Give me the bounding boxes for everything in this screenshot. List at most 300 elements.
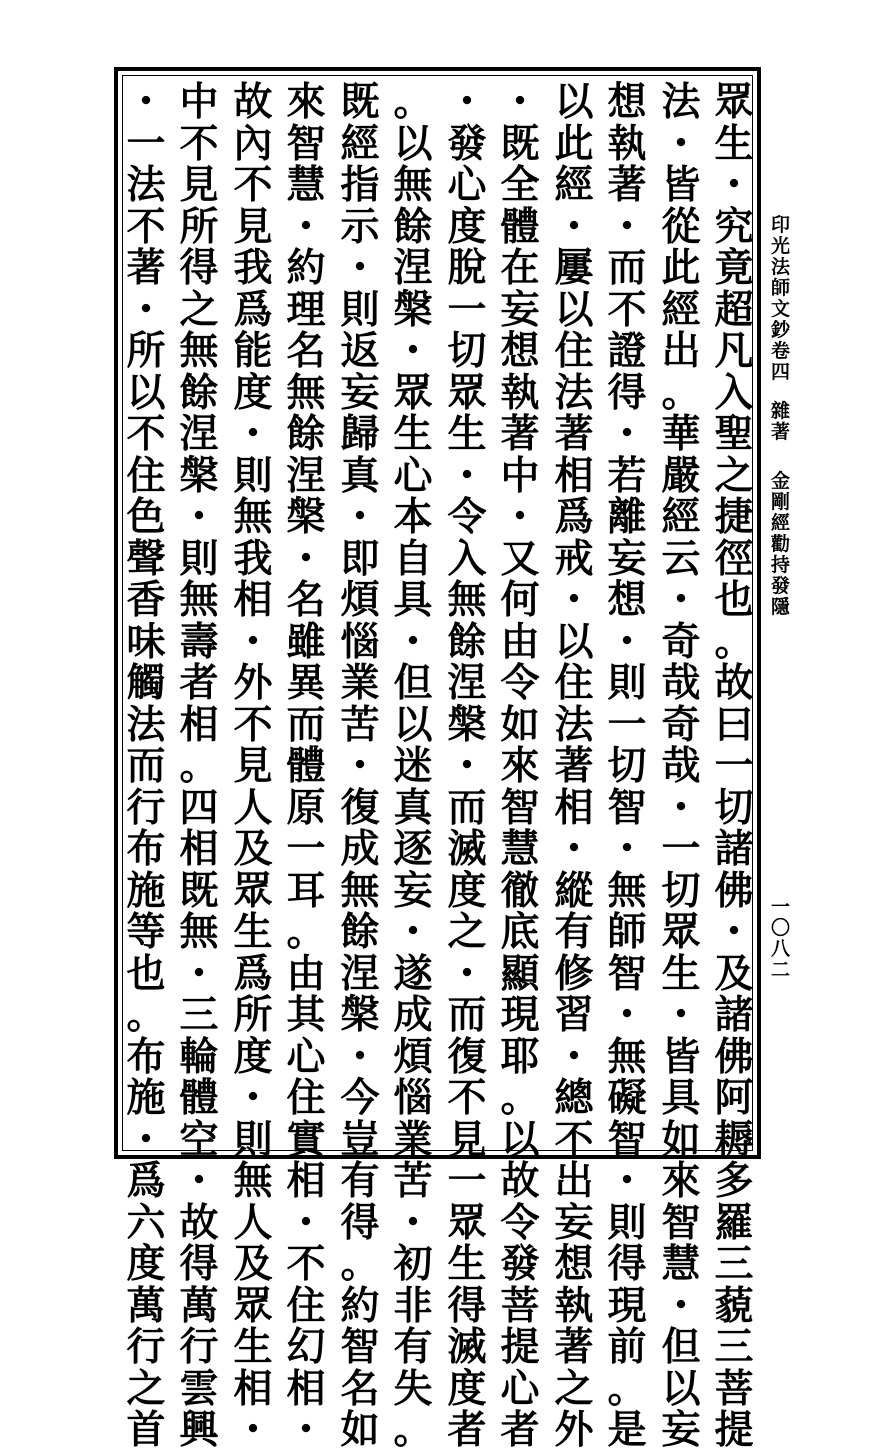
glyph: ・	[500, 494, 540, 540]
glyph: 竟	[714, 245, 754, 291]
glyph: 著	[554, 1324, 594, 1370]
glyph: 智	[607, 950, 647, 997]
glyph: 生	[447, 1241, 487, 1287]
glyph: 提	[500, 1324, 540, 1370]
glyph: ・	[393, 618, 433, 665]
glyph: 度	[447, 203, 487, 250]
glyph: 佛	[714, 1033, 754, 1080]
glyph: ・	[233, 1075, 273, 1121]
glyph: 布	[126, 826, 166, 872]
glyph: 得	[179, 245, 219, 291]
glyph: 著	[554, 743, 594, 789]
glyph: 者	[179, 660, 219, 706]
glyph: 妄	[340, 369, 380, 416]
glyph: 以	[393, 701, 433, 748]
glyph: 徹	[500, 867, 540, 914]
text-column	[280, 79, 332, 1453]
glyph: 經	[340, 120, 380, 167]
glyph: ・	[393, 328, 433, 374]
glyph: 一	[607, 701, 647, 748]
glyph: 煩	[393, 1033, 433, 1080]
glyph: 則	[233, 1116, 273, 1163]
glyph: 由	[286, 950, 326, 997]
glyph: 而	[447, 784, 487, 831]
glyph: 一	[447, 286, 487, 333]
glyph: 實	[286, 1116, 326, 1163]
glyph: ・	[607, 826, 647, 872]
glyph: 經	[661, 286, 701, 333]
glyph: 四	[179, 784, 219, 831]
text-column	[601, 79, 653, 1453]
glyph: 相	[554, 452, 594, 499]
glyph: 住	[286, 1282, 326, 1329]
glyph: 體	[500, 203, 540, 250]
text-column	[173, 79, 225, 1453]
glyph: 如	[340, 1407, 380, 1453]
glyph: 八	[771, 938, 791, 960]
glyph: 經	[661, 494, 701, 540]
glyph: 指	[340, 162, 380, 208]
glyph: 既	[179, 867, 219, 914]
glyph: 智	[661, 1199, 701, 1246]
glyph: 遂	[393, 950, 433, 997]
glyph: 。	[393, 79, 433, 125]
glyph: 有	[554, 909, 594, 955]
glyph: 三	[714, 1324, 754, 1370]
glyph: 發	[771, 575, 791, 597]
glyph: 雖	[286, 618, 326, 665]
glyph: 度	[233, 369, 273, 416]
glyph: ・	[340, 494, 380, 540]
glyph: 礙	[607, 1075, 647, 1121]
glyph: 真	[340, 452, 380, 499]
glyph: 而	[286, 701, 326, 748]
glyph: 令	[500, 660, 540, 706]
glyph: 著	[771, 421, 791, 443]
glyph: 觸	[126, 660, 166, 706]
glyph: 見	[233, 743, 273, 789]
glyph: 妄	[554, 1199, 594, 1246]
glyph: 眾	[714, 79, 754, 125]
glyph: 我	[233, 245, 273, 291]
glyph: 原	[286, 784, 326, 831]
glyph: 理	[286, 286, 326, 333]
glyph: 味	[126, 618, 166, 665]
glyph: 相	[233, 1365, 273, 1412]
glyph: ・	[607, 618, 647, 665]
glyph: 無	[179, 909, 219, 955]
glyph: 外	[554, 1407, 594, 1453]
glyph: 入	[447, 535, 487, 582]
glyph: 生	[393, 411, 433, 457]
glyph: 及	[233, 1241, 273, 1287]
glyph: 成	[340, 826, 380, 872]
glyph: 如	[500, 701, 540, 748]
glyph: 華	[661, 411, 701, 457]
glyph: 著	[500, 411, 540, 457]
glyph: 行	[126, 1324, 166, 1370]
glyph: ・	[607, 1158, 647, 1204]
glyph: 妄	[393, 867, 433, 914]
glyph: 名	[340, 1365, 380, 1412]
glyph: 眾	[661, 909, 701, 955]
glyph: 以	[554, 618, 594, 665]
glyph: 則	[179, 535, 219, 582]
glyph: 勸	[771, 533, 791, 555]
glyph: 無	[233, 494, 273, 540]
glyph: 是	[607, 1407, 647, 1453]
glyph: 不	[286, 1241, 326, 1287]
glyph: 諸	[714, 826, 754, 872]
glyph: 人	[233, 1199, 273, 1246]
running-header	[771, 215, 790, 618]
glyph: 三	[179, 992, 219, 1038]
glyph: 槃	[447, 701, 487, 748]
glyph: 不	[607, 286, 647, 333]
glyph: 耨	[714, 1116, 754, 1163]
glyph: 生	[233, 1324, 273, 1370]
glyph: 證	[607, 328, 647, 374]
glyph: 之	[126, 1365, 166, 1412]
text-column	[655, 79, 707, 1453]
glyph: 體	[286, 743, 326, 789]
glyph: 爲	[233, 286, 273, 333]
glyph: ・	[286, 535, 326, 582]
glyph: 曰	[714, 701, 754, 748]
glyph: 復	[447, 1033, 487, 1080]
glyph: 布	[126, 1033, 166, 1080]
glyph: 人	[233, 784, 273, 831]
glyph: 〇	[771, 917, 791, 939]
glyph: 印	[771, 214, 791, 236]
glyph: 奇	[661, 618, 701, 665]
glyph: 徑	[714, 535, 754, 582]
glyph: 而	[447, 992, 487, 1038]
glyph: 此	[661, 245, 701, 291]
text-column	[387, 79, 439, 1453]
glyph: 哉	[661, 743, 701, 789]
glyph: 既	[500, 120, 540, 167]
glyph: 逐	[393, 826, 433, 872]
glyph: 住	[554, 328, 594, 374]
glyph: 現	[500, 992, 540, 1038]
glyph: 。	[661, 369, 701, 416]
glyph: 真	[393, 784, 433, 831]
glyph: 以	[554, 286, 594, 333]
glyph: 既	[340, 79, 380, 125]
glyph: 菩	[500, 1282, 540, 1329]
glyph: 返	[340, 328, 380, 374]
glyph: 之	[447, 909, 487, 955]
glyph: 執	[500, 369, 540, 416]
glyph: 眾	[447, 1199, 487, 1246]
glyph: 生	[714, 120, 754, 167]
glyph: 嚴	[661, 452, 701, 499]
glyph: 雜	[771, 400, 791, 422]
glyph: 來	[286, 79, 326, 125]
text-column	[441, 79, 493, 1453]
glyph: 師	[607, 909, 647, 955]
glyph: 來	[661, 1158, 701, 1204]
glyph: 爲	[554, 494, 594, 540]
glyph: 。	[126, 992, 166, 1038]
glyph: ・	[340, 1033, 380, 1080]
glyph: 不	[126, 203, 166, 250]
glyph: 雲	[179, 1365, 219, 1412]
glyph: 餘	[393, 203, 433, 250]
glyph: ・	[126, 286, 166, 333]
glyph: 餘	[447, 618, 487, 665]
glyph: 皆	[661, 1033, 701, 1080]
glyph: 涅	[393, 245, 433, 291]
glyph: 智	[607, 784, 647, 831]
glyph: 離	[607, 494, 647, 540]
glyph: 此	[554, 120, 594, 167]
glyph: 現	[607, 1282, 647, 1329]
glyph: 餘	[286, 411, 326, 457]
glyph: 有	[340, 1158, 380, 1204]
glyph: 滅	[447, 1324, 487, 1370]
glyph: 滅	[447, 826, 487, 872]
glyph: 心	[286, 1033, 326, 1080]
glyph: 自	[393, 535, 433, 582]
glyph: 發	[500, 1241, 540, 1287]
glyph: 出	[661, 328, 701, 374]
glyph: 慧	[661, 1241, 701, 1287]
glyph: ・	[554, 1033, 594, 1080]
glyph: 度	[126, 1241, 166, 1287]
glyph: 度	[447, 867, 487, 914]
glyph: 戒	[554, 535, 594, 582]
glyph: 。	[500, 1075, 540, 1121]
glyph: 我	[233, 535, 273, 582]
glyph: 得	[607, 369, 647, 416]
glyph: 卷	[771, 340, 791, 362]
glyph: 則	[340, 286, 380, 333]
glyph: 故	[714, 660, 754, 706]
glyph: 切	[447, 328, 487, 374]
glyph: 則	[607, 660, 647, 706]
glyph: 槃	[286, 494, 326, 540]
glyph: 全	[500, 162, 540, 208]
glyph: 發	[447, 120, 487, 167]
glyph: 令	[447, 494, 487, 540]
glyph: 相	[554, 784, 594, 831]
glyph: 藐	[714, 1282, 754, 1329]
glyph: 涅	[447, 660, 487, 706]
glyph: 光	[771, 235, 791, 257]
glyph: 想	[500, 328, 540, 374]
glyph: 眾	[393, 369, 433, 416]
glyph: 脫	[447, 245, 487, 291]
glyph: ・	[340, 245, 380, 291]
glyph: 但	[393, 660, 433, 706]
text-column	[494, 79, 546, 1453]
glyph: 無	[233, 1158, 273, 1204]
glyph: 無	[286, 369, 326, 416]
glyph: 復	[340, 784, 380, 831]
glyph: 執	[607, 120, 647, 167]
glyph: 哉	[661, 660, 701, 706]
glyph: 者	[500, 1407, 540, 1453]
glyph: 聲	[126, 535, 166, 582]
glyph: 度	[447, 1365, 487, 1412]
glyph: 經	[554, 162, 594, 208]
glyph: 智	[340, 1324, 380, 1370]
glyph: 所	[179, 203, 219, 250]
glyph: 及	[233, 826, 273, 872]
glyph: ・	[340, 743, 380, 789]
glyph: 如	[661, 1116, 701, 1163]
glyph: 超	[714, 286, 754, 333]
glyph: 從	[661, 203, 701, 250]
glyph: 慧	[286, 162, 326, 208]
glyph: 文	[771, 298, 791, 320]
glyph: ・	[179, 950, 219, 997]
glyph: 顯	[500, 950, 540, 997]
glyph: 六	[126, 1199, 166, 1246]
glyph: 涅	[286, 452, 326, 499]
glyph: 執	[554, 1282, 594, 1329]
glyph: 幻	[286, 1324, 326, 1370]
section-name	[771, 401, 790, 443]
glyph: 鈔	[771, 319, 791, 341]
glyph: 槃	[340, 992, 380, 1038]
glyph: ・	[661, 577, 701, 623]
glyph: 。	[179, 743, 219, 789]
glyph: 度	[233, 1033, 273, 1080]
glyph: 內	[233, 120, 273, 167]
glyph: ・	[554, 577, 594, 623]
glyph: 。	[286, 909, 326, 955]
glyph: 。	[607, 1365, 647, 1412]
glyph: 奇	[661, 701, 701, 748]
glyph: 習	[554, 992, 594, 1038]
text-column	[708, 79, 760, 1453]
glyph: 迷	[393, 743, 433, 789]
glyph: 究	[714, 203, 754, 250]
glyph: 名	[286, 328, 326, 374]
text-column	[120, 79, 172, 1453]
glyph: 在	[500, 245, 540, 291]
glyph: 初	[393, 1241, 433, 1287]
glyph: ・	[233, 411, 273, 457]
glyph: 多	[714, 1158, 754, 1204]
glyph: 故	[179, 1199, 219, 1246]
glyph: 相	[179, 826, 219, 872]
glyph: 佛	[714, 867, 754, 914]
glyph: 之	[179, 286, 219, 333]
glyph: 凡	[714, 328, 754, 374]
glyph: 無	[179, 577, 219, 623]
glyph: 經	[771, 512, 791, 534]
glyph: 涅	[179, 411, 219, 457]
glyph: 爲	[233, 950, 273, 997]
glyph: 故	[233, 79, 273, 125]
glyph: 所	[233, 992, 273, 1038]
glyph: 以	[393, 120, 433, 167]
glyph: 何	[500, 577, 540, 623]
glyph: 中	[500, 452, 540, 499]
glyph: 著	[126, 245, 166, 291]
glyph: 師	[771, 277, 791, 299]
glyph: 一	[126, 120, 166, 167]
glyph: 令	[500, 1199, 540, 1246]
glyph: 耳	[286, 867, 326, 914]
glyph: 眾	[447, 369, 487, 416]
glyph: 修	[554, 950, 594, 997]
glyph: 又	[500, 535, 540, 582]
glyph: 無	[340, 867, 380, 914]
glyph: 而	[607, 245, 647, 291]
glyph: 能	[233, 328, 273, 374]
glyph: 提	[714, 1407, 754, 1453]
glyph: 。	[393, 1407, 433, 1453]
glyph: 餘	[179, 369, 219, 416]
glyph: 縱	[554, 867, 594, 914]
glyph: 之	[554, 1365, 594, 1412]
glyph: 法	[126, 701, 166, 748]
glyph: 不	[233, 701, 273, 748]
glyph: 色	[126, 494, 166, 540]
glyph: 相	[233, 577, 273, 623]
glyph: ・	[126, 79, 166, 125]
glyph: 不	[554, 1116, 594, 1163]
glyph: ・	[179, 1158, 219, 1204]
glyph: ・	[607, 411, 647, 457]
glyph: 本	[393, 494, 433, 540]
glyph: 不	[179, 120, 219, 167]
glyph: 以	[126, 369, 166, 416]
glyph: 得	[447, 1282, 487, 1329]
glyph: 相	[286, 1365, 326, 1412]
glyph: 業	[340, 660, 380, 706]
glyph: 中	[179, 79, 219, 125]
glyph: 想	[607, 79, 647, 125]
glyph: 三	[714, 1241, 754, 1287]
glyph: 皆	[661, 162, 701, 208]
glyph: 無	[607, 1033, 647, 1080]
glyph: 不	[233, 162, 273, 208]
glyph: 眾	[233, 1282, 273, 1329]
glyph: 見	[233, 203, 273, 250]
glyph: 由	[500, 618, 540, 665]
glyph: 眾	[233, 867, 273, 914]
glyph: 槃	[179, 452, 219, 499]
glyph: 羅	[714, 1199, 754, 1246]
glyph: 法	[554, 369, 594, 416]
glyph: 總	[554, 1075, 594, 1121]
glyph: ・	[286, 1199, 326, 1246]
glyph: 想	[607, 577, 647, 623]
glyph: 生	[447, 411, 487, 457]
glyph: 慧	[500, 826, 540, 872]
glyph: 以	[554, 79, 594, 125]
glyph: 耶	[500, 1033, 540, 1080]
glyph: 住	[286, 1075, 326, 1121]
glyph: 相	[286, 1158, 326, 1204]
glyph: 見	[179, 162, 219, 208]
glyph: 等	[126, 909, 166, 955]
glyph: 住	[126, 452, 166, 499]
glyph: ・	[126, 1116, 166, 1163]
text-column	[227, 79, 279, 1453]
glyph: 失	[393, 1365, 433, 1412]
glyph: 二	[771, 959, 791, 981]
glyph: 以	[500, 1116, 540, 1163]
glyph: 剛	[771, 491, 791, 513]
glyph: 得	[179, 1241, 219, 1287]
